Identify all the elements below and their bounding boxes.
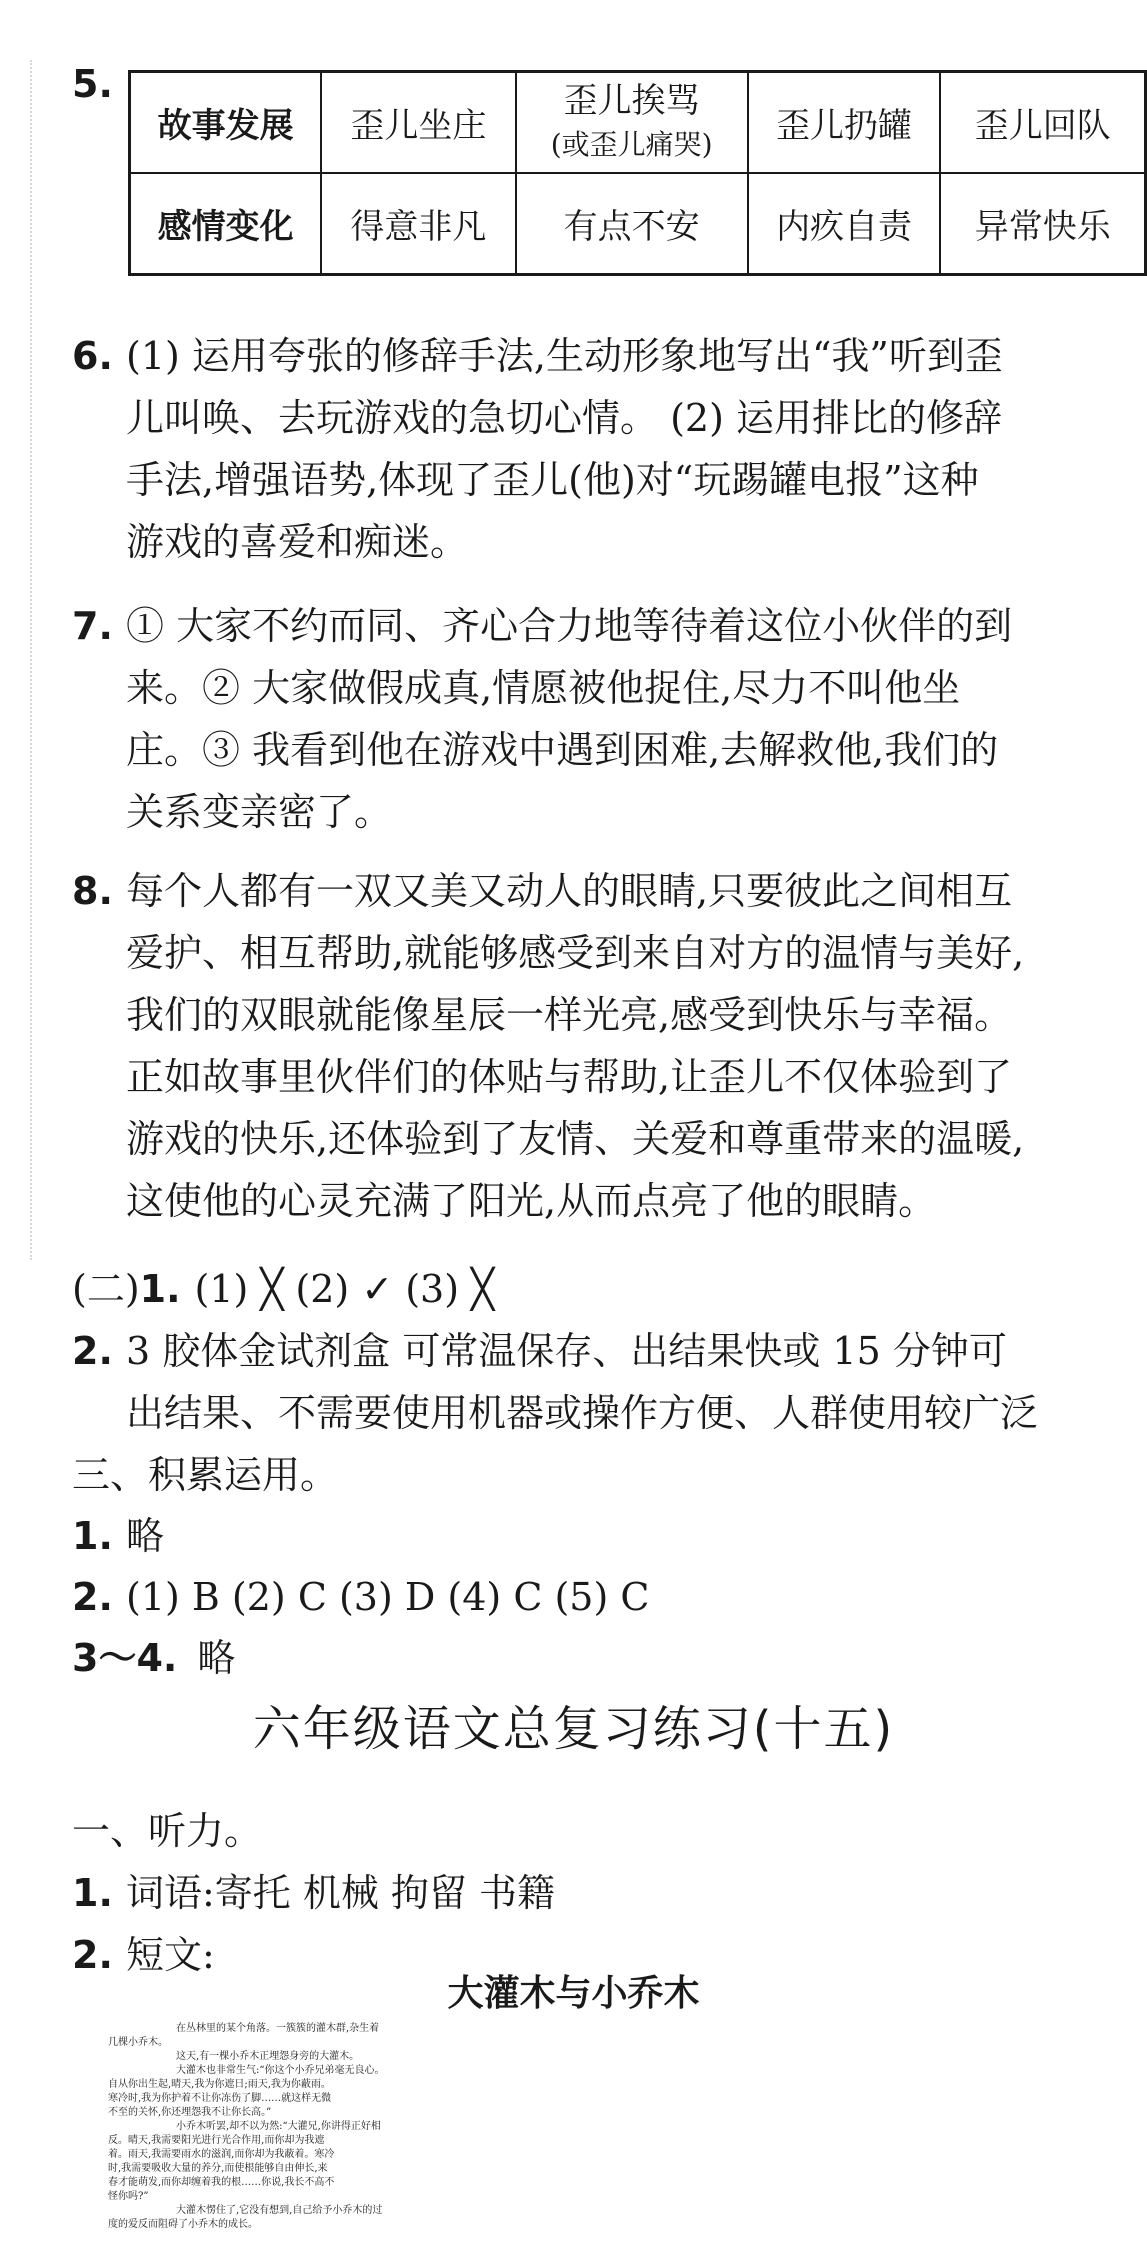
part2-q1-number: 1. (139, 1267, 181, 1311)
answer-line: (1) ╳ (2) ✓ (3) ╳ (194, 1267, 495, 1311)
answer-line: 来。② 大家做假成真,情愿被他捉住,尽力不叫他坐 (126, 666, 961, 710)
listening-heading: 一、听力。 (72, 1809, 263, 1853)
table-cell: 歪儿回队 (940, 72, 1145, 174)
page-title: 六年级语文总复习练习(十五) (252, 1701, 895, 1757)
story-line: 寒冷时,我为你护着不让你冻伤了脚……就这样无微 (108, 2093, 332, 2104)
answer-line: 正如故事里伙伴们的体贴与帮助,让歪儿不仅体验到了 (126, 1055, 1013, 1099)
answer-line: 儿叫唤、去玩游戏的急切心情。 (2) 运用排比的修辞 (126, 396, 1002, 440)
answer-line: 手法,增强语势,体现了歪儿(他)对“玩踢罐电报”这种 (126, 458, 979, 502)
table-cell-note: (或歪儿痛哭) (550, 127, 713, 161)
answer-line: 每个人都有一双又美又动人的眼睛,只要彼此之间相互 (126, 869, 1013, 913)
listening-q2-number: 2. (72, 1933, 113, 1977)
table-header-cell: 感情变化 (130, 173, 322, 275)
listening-section (72, 1800, 1082, 1986)
story-line: 小乔木听罢,却不以为然:“大灌兄,你讲得正好相 (176, 2121, 381, 2132)
part2-q2-number: 2. (72, 1329, 113, 1373)
story-emotion-table (128, 70, 1147, 276)
q7-answer (72, 595, 1082, 843)
answer-line: 游戏的快乐,还体验到了友情、关爱和尊重带来的温暖, (126, 1117, 1025, 1161)
answer-line: 游戏的喜爱和痴迷。 (126, 520, 469, 564)
answer-line: 我们的双眼就能像星辰一样光亮,感受到快乐与幸福。 (126, 993, 1013, 1037)
table-cell: 内疚自责 (748, 173, 941, 275)
listening-q1-number: 1. (72, 1871, 113, 1915)
answer-line: 短文: (126, 1933, 215, 1977)
story-text (108, 2022, 1083, 2232)
q8-answer (72, 860, 1082, 1232)
story-line: 春才能萌发,而你却缠着我的根……你说,我长不高不 (108, 2177, 335, 2188)
q6-number: 6. (72, 334, 113, 378)
answer-line: 词语:寄托 机械 拘留 书籍 (126, 1871, 556, 1915)
section3-q34-number: 3～4. (72, 1636, 178, 1680)
story-line: 度的爱反而阻碍了小乔木的成长。 (108, 2219, 258, 2230)
answer-line: 爱护、相互帮助,就能够感受到来自对方的温情与美好, (126, 931, 1025, 975)
part2-prefix: (二) (72, 1267, 140, 1311)
answer-line: 庄。③ 我看到他在游戏中遇到困难,去解救他,我们的 (126, 728, 999, 772)
story-line: 在丛林里的某个角落。一簇簇的灌木群,杂生着 (176, 2023, 380, 2034)
table-header-cell: 故事发展 (130, 72, 322, 174)
answer-line: 关系变亲密了。 (126, 790, 393, 834)
table-cell: 得意非凡 (321, 173, 515, 275)
part2-q1 (72, 1258, 1082, 1320)
story-line: 怪你吗?” (108, 2191, 149, 2202)
story-line: 几棵小乔木。 (108, 2037, 168, 2048)
answer-line: 略 (126, 1514, 165, 1558)
story-title: 大灌木与小乔木 (447, 1973, 700, 2014)
q7-number: 7. (72, 604, 113, 648)
answer-line: 出结果、不需要使用机器或操作方便、人群使用较广泛 (126, 1391, 1039, 1435)
table-row (130, 72, 1146, 174)
section3-heading: 三、积累运用。 (72, 1453, 339, 1497)
section3 (72, 1445, 1082, 1689)
table-row (130, 173, 1146, 275)
answer-line: 3 胶体金试剂盒 可常温保存、出结果快或 15 分钟可 (126, 1329, 1007, 1373)
story-line: 这天,有一棵小乔木正埋怨身旁的大灌木。 (176, 2051, 360, 2062)
table-cell (516, 72, 748, 174)
section3-q1-number: 1. (72, 1514, 113, 1558)
story-line: 着。雨天,我需要雨水的滋润,而你却为我蔽着。寒冷 (108, 2149, 335, 2160)
q6-answer (72, 325, 1082, 573)
answer-line: ① 大家不约而同、齐心合力地等待着这位小伙伴的到 (126, 604, 1013, 648)
story-line: 不至的关怀,你还埋怨我不让你长高。” (108, 2107, 272, 2118)
answer-line: 略 (197, 1636, 236, 1680)
table-cell: 歪儿坐庄 (321, 72, 515, 174)
part2-q2 (72, 1320, 1082, 1444)
story-line: 反。晴天,我需要阳光进行光合作用,而你却为我遮 (108, 2135, 325, 2146)
answer-line: 这使他的心灵充满了阳光,从而点亮了他的眼睛。 (126, 1179, 937, 1223)
answer-line: (1) 运用夸张的修辞手法,生动形象地写出“我”听到歪 (126, 334, 1003, 378)
table-cell-line: 歪儿挨骂 (563, 80, 700, 121)
table-cell: 有点不安 (516, 173, 748, 275)
section3-q2-number: 2. (72, 1575, 113, 1619)
story-line: 大灌木愣住了,它没有想到,自己给予小乔木的过 (176, 2205, 383, 2216)
margin-guide (30, 60, 33, 1260)
table-cell: 歪儿扔罐 (748, 72, 941, 174)
story-line: 大灌木也非常生气:“你这个小乔兄弟毫无良心。 (176, 2065, 385, 2076)
answer-line: (1) B (2) C (3) D (4) C (5) C (126, 1575, 650, 1619)
table-cell: 异常快乐 (940, 173, 1145, 275)
story-line: 自从你出生起,晴天,我为你遮日;雨天,我为你蔽雨。 (108, 2079, 331, 2090)
q5-number: 5. (72, 62, 113, 106)
story-line: 时,我需要吸收大量的养分,而使根能够自由伸长,来 (108, 2163, 328, 2174)
q8-number: 8. (72, 869, 113, 913)
